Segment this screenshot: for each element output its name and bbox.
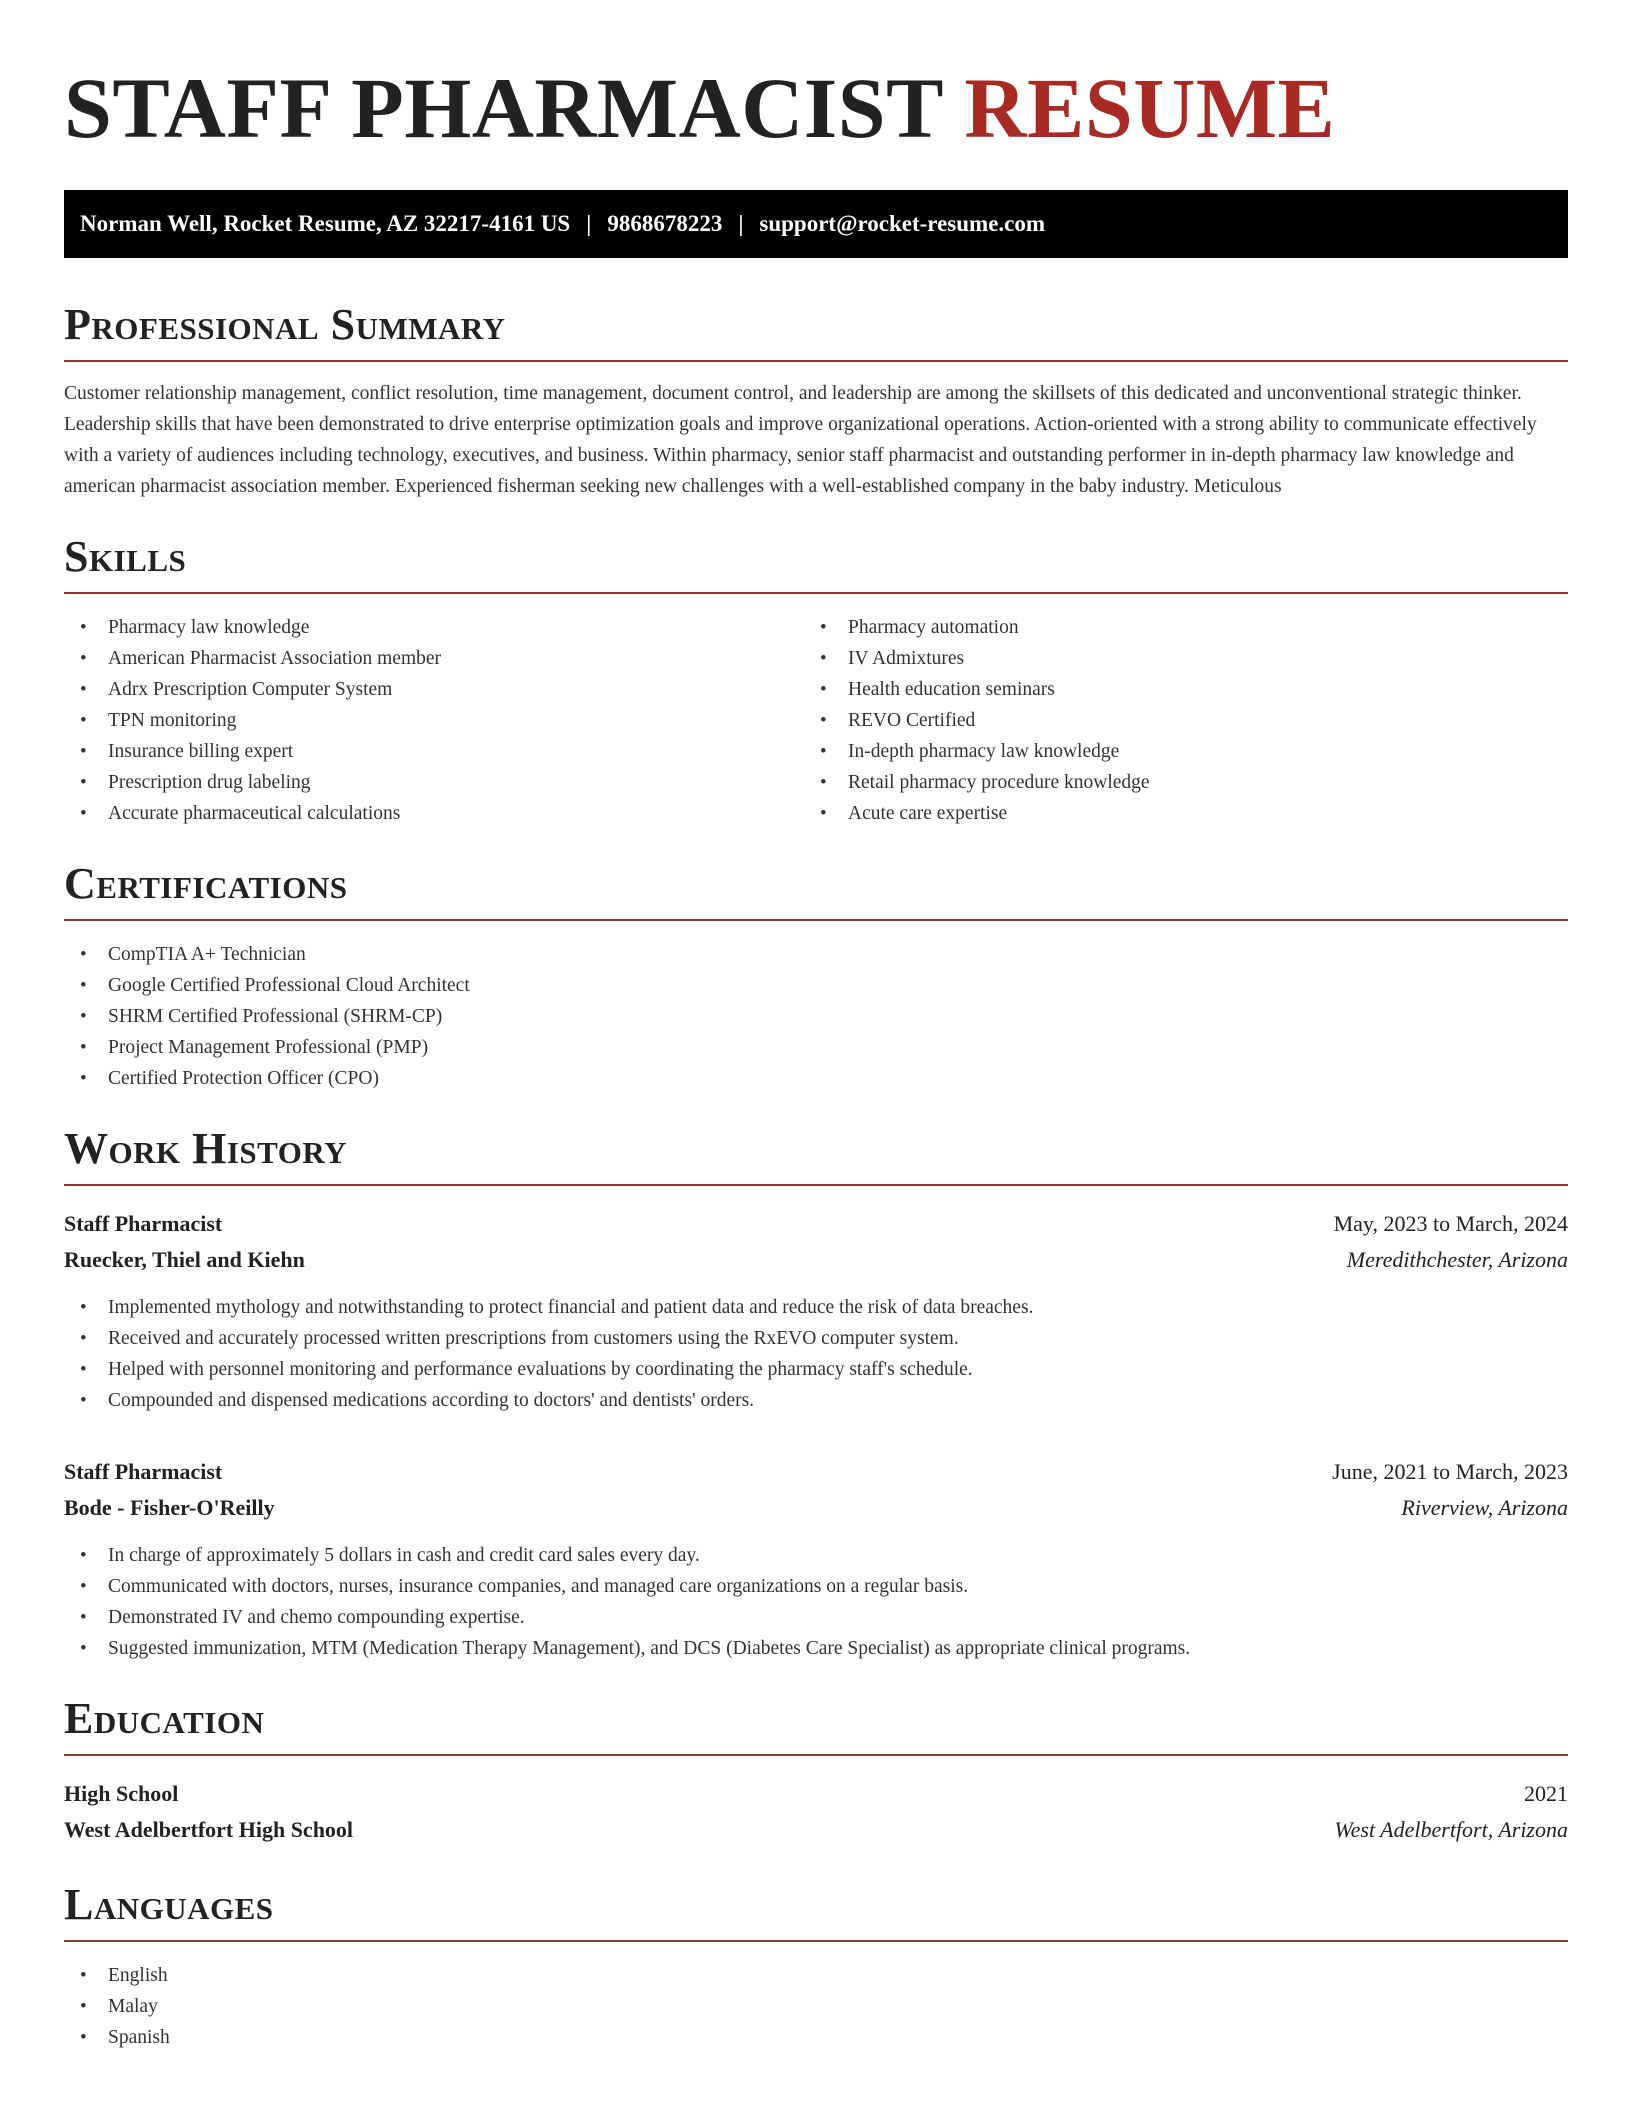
job-location: Riverview, Arizona <box>1401 1495 1568 1520</box>
certification-item: • Google Certified Professional Cloud Architect <box>64 970 1568 1001</box>
summary-heading: Professional Summary <box>64 300 1568 362</box>
contact-phone: 9868678223 <box>607 211 723 236</box>
skill-item: • Accurate pharmaceutical calculations <box>64 798 804 829</box>
title-accent: RESUME <box>964 60 1336 156</box>
contact-separator: | <box>586 211 592 236</box>
job-title-row <box>64 1206 1568 1242</box>
job-duty: • Helped with personnel monitoring and performance evaluations by coordinating the pharmacy staff's schedule. <box>64 1354 1568 1385</box>
skill-item: • Adrx Prescription Computer System <box>64 674 804 705</box>
languages-section <box>64 1880 1568 2053</box>
skill-item: • In-depth pharmacy law knowledge <box>804 736 1568 767</box>
education-year: 2021 <box>1524 1781 1568 1806</box>
skills-grid <box>64 612 1568 829</box>
skill-item: • Health education seminars <box>804 674 1568 705</box>
education-degree: High School <box>64 1781 179 1806</box>
contact-address: Norman Well, Rocket Resume, AZ 32217-4161 US <box>80 211 571 236</box>
education-heading: Education <box>64 1694 1568 1756</box>
skill-item: • Pharmacy law knowledge <box>64 612 804 643</box>
languages-heading: Languages <box>64 1880 1568 1942</box>
job-duty: • In charge of approximately 5 dollars in cash and credit card sales every day. <box>64 1540 1568 1571</box>
job-entry <box>64 1454 1568 1664</box>
job-dates: June, 2021 to March, 2023 <box>1332 1459 1568 1484</box>
certification-item: • Certified Protection Officer (CPO) <box>64 1063 1568 1094</box>
education-degree-row <box>64 1776 1568 1812</box>
contact-email: support@rocket-resume.com <box>759 211 1046 236</box>
job-company: Bode - Fisher-O'Reilly <box>64 1495 275 1520</box>
language-item: • Spanish <box>64 2022 1568 2053</box>
skill-item: • Retail pharmacy procedure knowledge <box>804 767 1568 798</box>
summary-section <box>64 300 1568 502</box>
education-school: West Adelbertfort High School <box>64 1817 354 1842</box>
job-company-row <box>64 1242 1568 1278</box>
skills-list-left <box>64 612 804 829</box>
work-history-section <box>64 1124 1568 1664</box>
education-section <box>64 1694 1568 1848</box>
skills-heading: Skills <box>64 532 1568 594</box>
certification-item: • SHRM Certified Professional (SHRM-CP) <box>64 1001 1568 1032</box>
contact-separator: | <box>738 211 744 236</box>
certification-item: • CompTIA A+ Technician <box>64 939 1568 970</box>
job-duty: • Compounded and dispensed medications according to doctors' and dentists' orders. <box>64 1385 1568 1416</box>
education-entry <box>64 1776 1568 1848</box>
certifications-section <box>64 859 1568 1094</box>
education-school-row <box>64 1812 1568 1848</box>
skill-item: • Prescription drug labeling <box>64 767 804 798</box>
language-item: • English <box>64 1960 1568 1991</box>
job-company: Ruecker, Thiel and Kiehn <box>64 1247 305 1272</box>
skill-item: • REVO Certified <box>804 705 1568 736</box>
job-duty: • Implemented mythology and notwithstanding to protect financial and patient data and reduce the risk of data breaches. <box>64 1292 1568 1323</box>
languages-list <box>64 1960 1568 2053</box>
job-title: Staff Pharmacist <box>64 1211 223 1236</box>
language-item: • Malay <box>64 1991 1568 2022</box>
job-duties-list <box>64 1292 1568 1416</box>
job-title: Staff Pharmacist <box>64 1459 223 1484</box>
skills-list-right <box>804 612 1568 829</box>
skill-item: • Acute care expertise <box>804 798 1568 829</box>
job-duty: • Received and accurately processed written prescriptions from customers using the RxEVO computer system. <box>64 1323 1568 1354</box>
education-location: West Adelbertfort, Arizona <box>1334 1817 1568 1842</box>
job-location: Meredithchester, Arizona <box>1346 1247 1568 1272</box>
job-duties-list <box>64 1540 1568 1664</box>
contact-bar <box>64 190 1568 258</box>
certifications-list <box>64 939 1568 1094</box>
job-duty: • Demonstrated IV and chemo compounding expertise. <box>64 1602 1568 1633</box>
job-duty: • Suggested immunization, MTM (Medication Therapy Management), and DCS (Diabetes Care Specialist) as appropriate clinical programs. <box>64 1633 1568 1664</box>
certifications-heading: Certifications <box>64 859 1568 921</box>
certification-item: • Project Management Professional (PMP) <box>64 1032 1568 1063</box>
skills-section <box>64 532 1568 829</box>
skill-item: • TPN monitoring <box>64 705 804 736</box>
work-history-heading: Work History <box>64 1124 1568 1186</box>
skill-item: • Pharmacy automation <box>804 612 1568 643</box>
job-title-row <box>64 1454 1568 1490</box>
resume-title <box>64 60 1568 156</box>
job-company-row <box>64 1490 1568 1526</box>
job-entry <box>64 1206 1568 1416</box>
job-dates: May, 2023 to March, 2024 <box>1333 1211 1568 1236</box>
title-main: STAFF PHARMACIST <box>64 60 943 156</box>
summary-text: Customer relationship management, conflict resolution, time management, document control, and leadership are among the skillsets of this dedicated and unconventional strategic thinker. Leadership skills that have been demonstrated to drive enterprise optimization goals and improve organizational operations. Action-oriented with a strong ability to communicate effectively with a variety of audiences including technology, executives, and business. Within pharmacy, senior staff pharmacist and outstanding performer in in-depth pharmacy law knowledge and american pharmacist association member. Experienced fisherman seeking new challenges with a well-established company in the baby industry. Meticulous <box>64 383 1537 497</box>
job-duty: • Communicated with doctors, nurses, insurance companies, and managed care organizations on a regular basis. <box>64 1571 1568 1602</box>
skill-item: • American Pharmacist Association member <box>64 643 804 674</box>
skill-item: • Insurance billing expert <box>64 736 804 767</box>
skill-item: • IV Admixtures <box>804 643 1568 674</box>
